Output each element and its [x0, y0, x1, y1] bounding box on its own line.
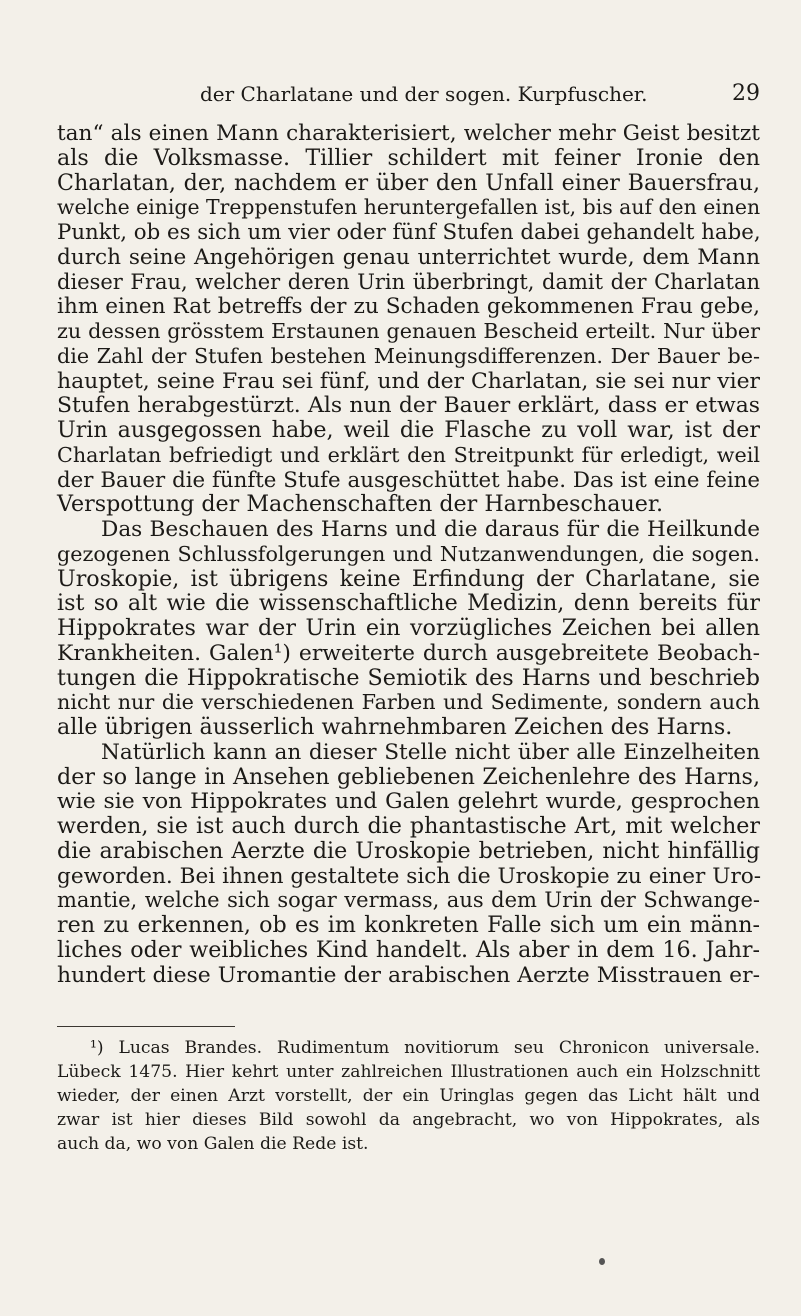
text-line: hauptet, seine Frau sei fünf, und der Charlatan, sie sei nur vier	[57, 368, 760, 394]
text-line: Verspottung der Machenschaften der Harnbeschauer.	[57, 491, 664, 518]
text-line: Krankheiten. Galen¹) erweiterte durch ausgebreitete Beobach-	[57, 640, 760, 666]
running-title: der Charlatane und der sogen. Kurpfuscher.	[200, 82, 648, 106]
text-line: alle übrigen äusserlich wahrnehmbaren Zeichen des Harns.	[57, 714, 733, 740]
text-line: mantie, welche sich sogar vermass, aus dem Urin der Schwange-	[57, 888, 760, 913]
text-line: durch seine Angehörigen genau unterrichtet wurde, dem Mann	[57, 244, 760, 270]
text-line: tungen die Hippokratische Semiotik des Harns und beschrieb	[57, 664, 760, 691]
text-line: werden, sie ist auch durch die phantastische Art, mit welcher	[57, 813, 760, 839]
text-line: Das Beschauen des Harns und die daraus für die Heilkunde	[101, 517, 760, 542]
page-number: 29	[732, 81, 760, 106]
text-line: Hippokrates war der Urin ein vorzügliches Zeichen bei allen	[57, 615, 760, 641]
text-line: die arabischen Aerzte die Uroskopie betrieben, nicht hinfällig	[57, 837, 760, 864]
footnote-line: Lübeck 1475. Hier kehrt unter zahlreichen Illustrationen auch ein Holzschnitt	[57, 1062, 760, 1082]
footnote-line: auch da, wo von Galen die Rede ist.	[57, 1134, 369, 1154]
text-line: der so lange in Ansehen gebliebenen Zeichenlehre des Harns,	[57, 763, 760, 790]
text-line: wie sie von Hippokrates und Galen gelehrt wurde, gesprochen	[57, 789, 760, 815]
text-line: hundert diese Uromantie der arabischen Aerzte Misstrauen er-	[57, 962, 760, 988]
ink-speck	[599, 1258, 605, 1265]
text-line: Punkt, ob es sich um vier oder fünf Stufen dabei gehandelt habe,	[57, 220, 761, 245]
text-line: der Bauer die fünfte Stufe ausgeschüttet habe. Das ist eine feine	[57, 467, 760, 493]
text-line: dieser Frau, welcher deren Urin überbringt, damit der Charlatan	[57, 269, 760, 294]
text-line: tan“ als einen Mann charakterisiert, welcher mehr Geist besitzt	[57, 121, 760, 146]
text-line: zu dessen grösstem Erstaunen genauen Bescheid erteilt. Nur über	[57, 319, 760, 343]
footnote-line: zwar ist hier dieses Bild sowohl da angebracht, wo von Hippokrates, als	[57, 1110, 760, 1130]
text-line: nicht nur die verschiedenen Farben und Sedimente, sondern auch	[57, 690, 760, 715]
footnote-line: wieder, der einen Arzt vorstellt, der ein Uringlas gegen das Licht hält und	[57, 1086, 760, 1106]
text-line: die Zahl der Stufen bestehen Meinungsdifferenzen. Der Bauer be-	[57, 343, 760, 368]
text-line: Urin ausgegossen habe, weil die Flasche zu voll war, ist der	[57, 417, 760, 443]
text-line: liches oder weibliches Kind handelt. Als aber in dem 16. Jahr-	[57, 936, 760, 963]
text-line: Stufen herabgestürzt. Als nun der Bauer erklärt, dass er etwas	[57, 393, 760, 419]
footnote-line: ¹) Lucas Brandes. Rudimentum novitiorum seu Chronicon universale.	[90, 1038, 760, 1058]
text-line: gezogenen Schlussfolgerungen und Nutzanwendungen, die sogen.	[57, 541, 760, 566]
text-line: Natürlich kann an dieser Stelle nicht über alle Einzelheiten	[101, 739, 760, 765]
text-line: ist so alt wie die wissenschaftliche Medizin, denn bereits für	[57, 590, 760, 617]
text-line: Uroskopie, ist übrigens keine Erfindung der Charlatane, sie	[57, 565, 760, 592]
text-line: welche einige Treppenstufen heruntergefallen ist, bis auf den einen	[57, 195, 761, 220]
text-line: als die Volksmasse. Tillier schildert mit feiner Ironie den	[57, 144, 760, 171]
page-header	[200, 79, 760, 109]
text-line: ren zu erkennen, ob es im konkreten Falle sich um ein männ-	[57, 912, 760, 938]
text-line: ihm einen Rat betreffs der zu Schaden gekommenen Frau gebe,	[57, 294, 760, 320]
text-line: geworden. Bei ihnen gestaltete sich die Uroskopie zu einer Uro-	[57, 863, 762, 889]
text-line: Charlatan, der, nachdem er über den Unfall einer Bauersfrau,	[57, 169, 760, 196]
text-line: Charlatan befriedigt und erklärt den Streitpunkt für erledigt, weil	[57, 442, 760, 467]
